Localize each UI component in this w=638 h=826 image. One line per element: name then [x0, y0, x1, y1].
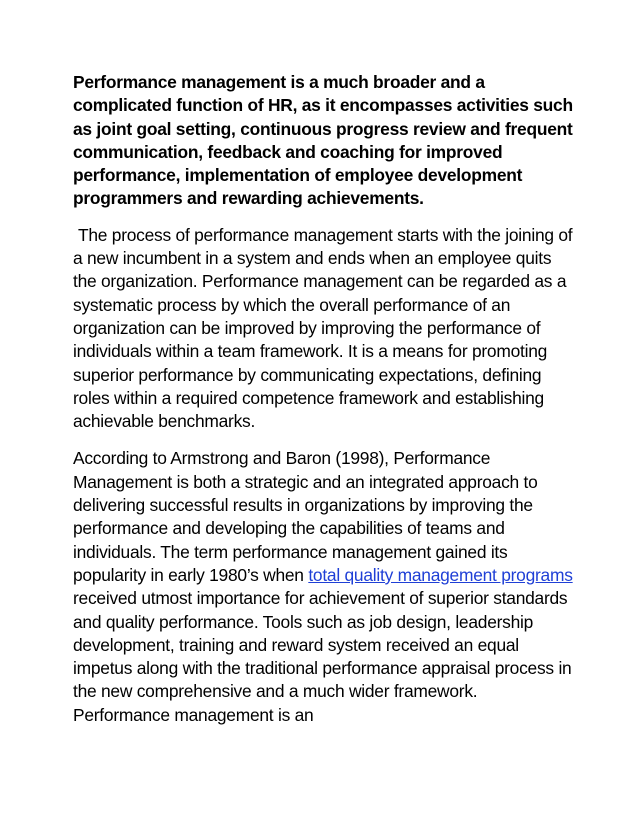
- paragraph-armstrong-baron: [73, 447, 573, 727]
- paragraph-hr-function: Performance management is a much broader and a complicated function of HR, as it encompasses activities such as joint goal setting, continuous progress review and frequent communication, feedback and coaching for improved performance, implementation of employee development programmers and rewarding achievements.: [73, 72, 573, 209]
- tqm-programs-link[interactable]: total quality management programs: [308, 564, 573, 585]
- document-page: [73, 71, 573, 727]
- paragraph-text-after-link: received utmost importance for achievement of superior standards and quality performance. Tools such as job design, leadership development, training and reward system received an equal impetus along with the traditional performance appraisal process in the new comprehensive and a much wider framework. Performance management is an: [73, 588, 572, 725]
- paragraph-process: The process of performance management starts with the joining of a new incumbent in a system and ends when an employee quits the organization. Performance management can be regarded as a systematic process by which the overall performance of an organization can be improved by improving the performance of individuals within a team framework. It is a means for promoting superior performance by communicating expectations, defining roles within a required competence framework and establishing achievable benchmarks.: [73, 224, 573, 432]
- paragraph-text-before-link: According to Armstrong and Baron (1998), Performance Management is both a strategic and an integrated approach to delivering successful results in organizations by improving the performance and developing the capabilities of teams and individuals. The term performance management gained its popularity in early 1980’s when: [73, 448, 538, 585]
